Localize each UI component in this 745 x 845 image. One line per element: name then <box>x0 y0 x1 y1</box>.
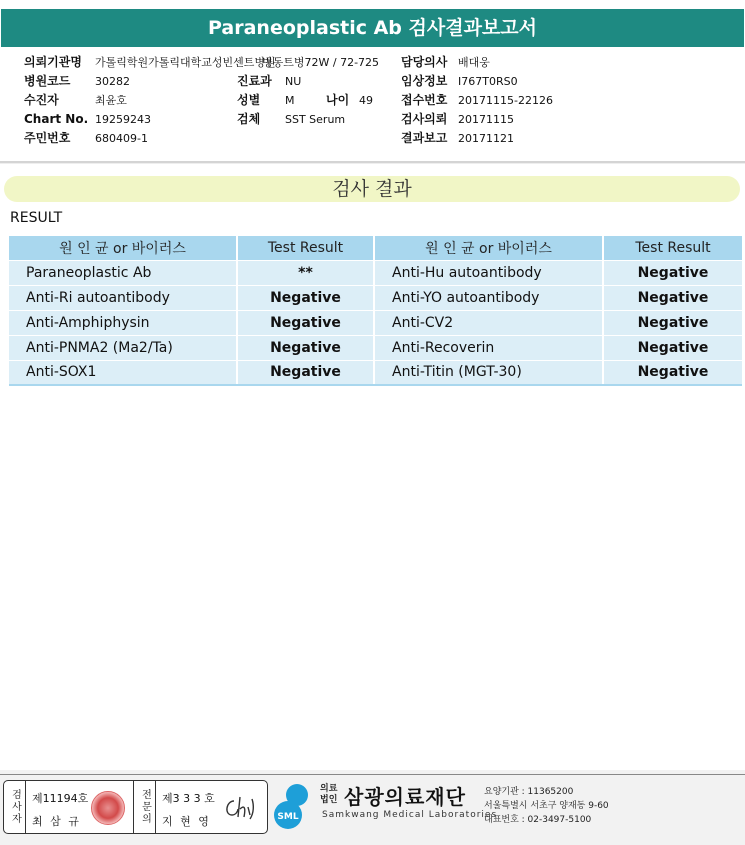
results-header-row <box>9 236 742 260</box>
specialist-label: 전문의 <box>134 781 156 833</box>
header-result-1: Test Result <box>237 236 374 260</box>
header-pathogen-1: 원 인 균 or 바이러스 <box>9 236 237 260</box>
patient-value: 최윤호 <box>95 94 127 107</box>
specialist-name: 지 현 영 <box>162 815 211 828</box>
test-result: Negative <box>237 310 374 335</box>
request-date-value: 20171115 <box>458 113 514 126</box>
test-result: Negative <box>237 285 374 310</box>
chart-no-label: Chart No. <box>24 112 89 126</box>
age-label: 나이 <box>326 93 350 107</box>
corp-name: 삼광의료재단 <box>344 785 466 809</box>
test-result: Negative <box>603 360 742 385</box>
patient-info-col3 <box>401 53 553 148</box>
section-title: 검사 결과 <box>4 176 740 202</box>
signature-icon <box>220 793 260 823</box>
patient-label: 수진자 <box>24 93 59 107</box>
resident-no-value: 680409-1 <box>95 132 148 145</box>
header-divider-shadow <box>0 163 745 164</box>
institution-value: 가톨릭학원가톨릭대학교성빈센트병원 <box>95 56 276 69</box>
test-name: Anti-SOX1 <box>9 360 237 385</box>
info-row-dept <box>237 72 373 91</box>
info-row-receipt <box>401 91 553 110</box>
test-name: Anti-Titin (MGT-30) <box>374 360 603 385</box>
examiner-name: 최 삼 규 <box>32 815 81 828</box>
ward-info <box>262 53 379 72</box>
corp-type-text: 의료 법인 <box>320 784 338 805</box>
receipt-no-label: 접수번호 <box>401 93 448 107</box>
test-result: Negative <box>603 285 742 310</box>
corp-type <box>320 784 337 806</box>
table-row <box>9 260 742 285</box>
examiner-label: 검사자 <box>4 781 26 833</box>
corp-info <box>484 785 609 827</box>
dept-value: NU <box>285 75 302 88</box>
test-name: Anti-Ri autoantibody <box>9 285 237 310</box>
test-name: Paraneoplastic Ab <box>9 260 237 285</box>
resident-no-label: 주민번호 <box>24 131 71 145</box>
info-row-clinical <box>401 72 553 91</box>
specimen-value: SST Serum <box>285 113 346 126</box>
test-name: Anti-PNMA2 (Ma2/Ta) <box>9 335 237 360</box>
table-row <box>9 335 742 360</box>
test-name: Anti-CV2 <box>374 310 603 335</box>
specimen-label: 검체 <box>237 112 261 126</box>
institution-label: 의뢰기관명 <box>24 55 82 69</box>
signature-box <box>3 780 268 834</box>
info-row-resident-no <box>24 129 276 148</box>
patient-info-col2 <box>237 72 373 129</box>
hospital-code-label: 병원코드 <box>24 74 71 88</box>
dept-label: 진료과 <box>237 74 272 88</box>
table-row <box>9 285 742 310</box>
test-result: Negative <box>237 360 374 385</box>
test-result: ** <box>237 260 374 285</box>
report-title: Paraneoplastic Ab 검사결과보고서 <box>1 9 744 47</box>
chart-no-value: 19259243 <box>95 113 151 126</box>
clinical-info-value: I767T0RS0 <box>458 75 518 88</box>
report-date-label: 결과보고 <box>401 131 448 145</box>
report-date-value: 20171121 <box>458 132 514 145</box>
info-row-specimen <box>237 110 373 129</box>
doctor-label: 담당의사 <box>401 55 448 69</box>
test-name: Anti-Recoverin <box>374 335 603 360</box>
sex-label: 성별 <box>237 93 261 107</box>
sex-value: M <box>285 94 295 107</box>
clinical-info-label: 임상정보 <box>401 74 448 88</box>
corp-phone: 대표번호 : 02-3497-5100 <box>484 815 592 825</box>
result-label: RESULT <box>10 210 63 226</box>
corp-eng-name: Samkwang Medical Laboratories <box>322 810 498 820</box>
table-row <box>9 360 742 385</box>
test-result: Negative <box>603 335 742 360</box>
doctor-value: 배대웅 <box>458 56 490 69</box>
specialist-cell <box>156 781 264 833</box>
test-name: Anti-Amphiphysin <box>9 310 237 335</box>
test-name: Anti-YO autoantibody <box>374 285 603 310</box>
specialist-license: 제3 3 3 호 <box>162 792 215 805</box>
info-row-request-date <box>401 110 553 129</box>
test-result: Negative <box>237 335 374 360</box>
info-row-institution <box>24 53 276 72</box>
info-row-report-date <box>401 129 553 148</box>
corp-code: 요양기관 : 11365200 <box>484 787 574 797</box>
corp-address: 서울특별시 서초구 양재동 9-60 <box>484 801 609 811</box>
table-row <box>9 310 742 335</box>
examiner-cell <box>26 781 134 833</box>
age-value: 49 <box>359 94 373 107</box>
hospital-code-value: 30282 <box>95 75 130 88</box>
sml-logo-icon <box>271 781 319 831</box>
test-name: Anti-Hu autoantibody <box>374 260 603 285</box>
logo-text: SML <box>277 812 299 822</box>
info-row-doctor <box>401 53 553 72</box>
info-row-sex-age <box>237 91 373 110</box>
request-date-label: 검사의뢰 <box>401 112 448 126</box>
header-result-2: Test Result <box>603 236 742 260</box>
header-pathogen-2: 원 인 균 or 바이러스 <box>374 236 603 260</box>
test-result: Negative <box>603 260 742 285</box>
seal-stamp-icon <box>91 791 125 825</box>
ward-value: 병동트병72W / 72-725 <box>262 56 380 69</box>
footer-divider <box>0 774 745 775</box>
results-table <box>9 236 742 386</box>
examiner-license: 제11194호 <box>32 792 89 805</box>
test-result: Negative <box>603 310 742 335</box>
receipt-no-value: 20171115-22126 <box>458 94 553 107</box>
